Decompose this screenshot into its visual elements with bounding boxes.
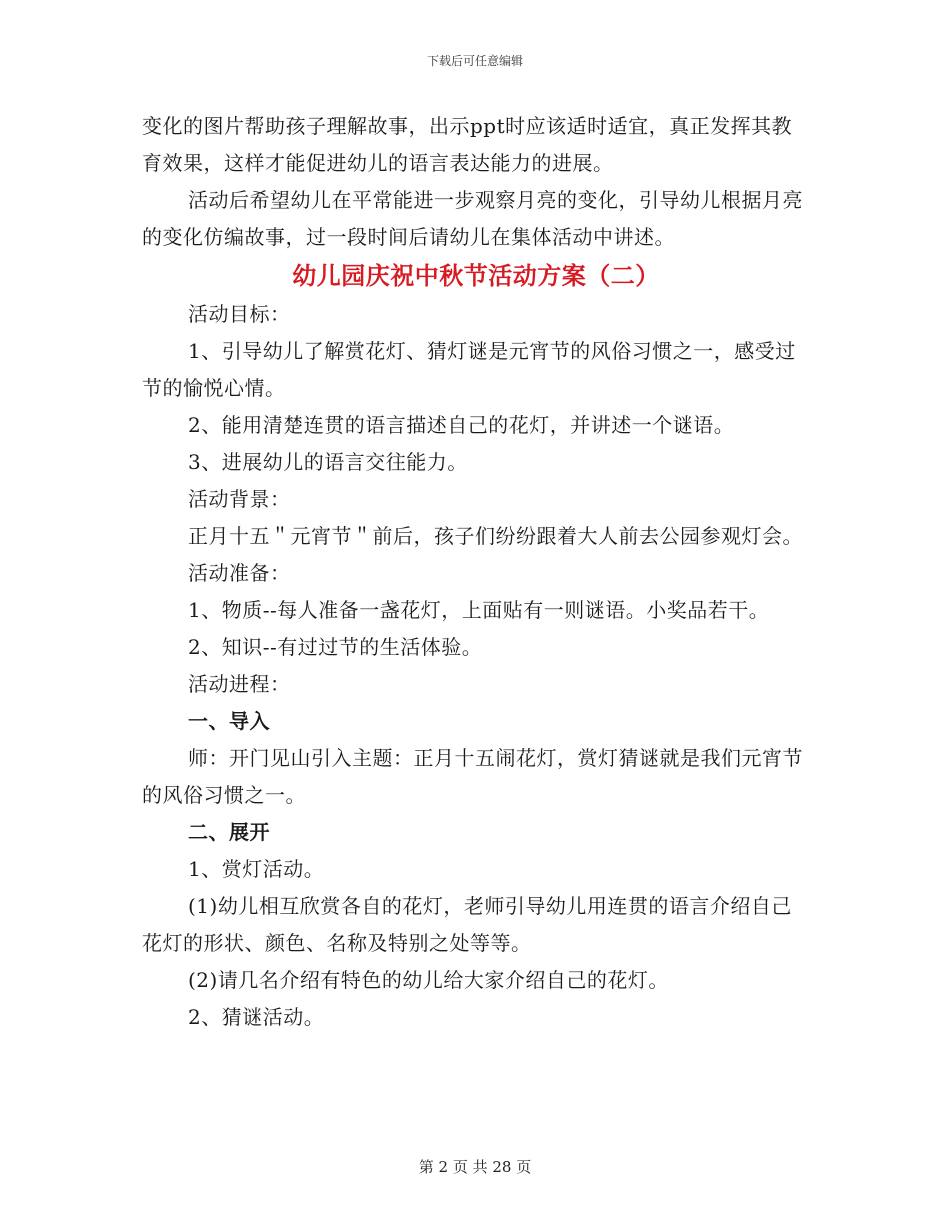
preparation-item-1: 1、物质--每人准备一盏花灯，上面贴有一则谜语。小奖品若干。 (188, 598, 770, 622)
preparation-item-2: 2、知识--有过过节的生活体验。 (188, 635, 483, 659)
label-activity-goals: 活动目标： (188, 302, 291, 326)
goal-item-1: 1、引导幼儿了解赏花灯、猜灯谜是元宵节的风俗习惯之一，感受过节的愉悦心情。 (142, 339, 796, 400)
heading-development: 二、展开 (188, 820, 270, 844)
page-footer: 第 2 页 共 28 页 (418, 1158, 532, 1176)
document-body (142, 108, 812, 1036)
paragraph-2: 活动后希望幼儿在平常能进一步观察月亮的变化，引导幼儿根据月亮的变化仿编故事，过一段时间后请幼儿在集体活动中讲述。 (142, 188, 803, 249)
development-subitem-2: (2)请几名介绍有特色的幼儿给大家介绍自己的花灯。 (188, 968, 669, 992)
paragraph-1: 变化的图片帮助孩子理解故事，出示ppt时应该适时适宜，真正发挥其教育效果，这样才能促进幼儿的语言表达能力的进展。 (142, 114, 793, 175)
heading-introduction: 一、导入 (188, 709, 270, 733)
introduction-text: 师：开门见山引入主题：正月十五闹花灯，赏灯猜谜就是我们元宵节的风俗习惯之一。 (142, 746, 803, 807)
development-item-1: 1、赏灯活动。 (188, 857, 325, 881)
goal-item-3: 3、进展幼儿的语言交往能力。 (188, 450, 468, 474)
page-header: 下载后可任意编辑 (426, 54, 523, 68)
label-activity-background: 活动背景： (188, 487, 291, 511)
background-text: 正月十五＂元宵节＂前后，孩子们纷纷跟着大人前去公园参观灯会。 (188, 524, 803, 548)
label-activity-preparation: 活动准备： (188, 561, 291, 585)
section-title: 幼儿园庆祝中秋节活动方案（二） (292, 261, 660, 290)
goal-item-2: 2、能用清楚连贯的语言描述自己的花灯，并讲述一个谜语。 (188, 413, 735, 437)
development-subitem-1: (1)幼儿相互欣赏各自的花灯，老师引导幼儿用连贯的语言介绍自己花灯的形状、颜色、名称及特别之处等等。 (142, 894, 792, 955)
development-item-2: 2、猜谜活动。 (188, 1005, 325, 1029)
label-activity-process: 活动进程： (188, 672, 291, 696)
